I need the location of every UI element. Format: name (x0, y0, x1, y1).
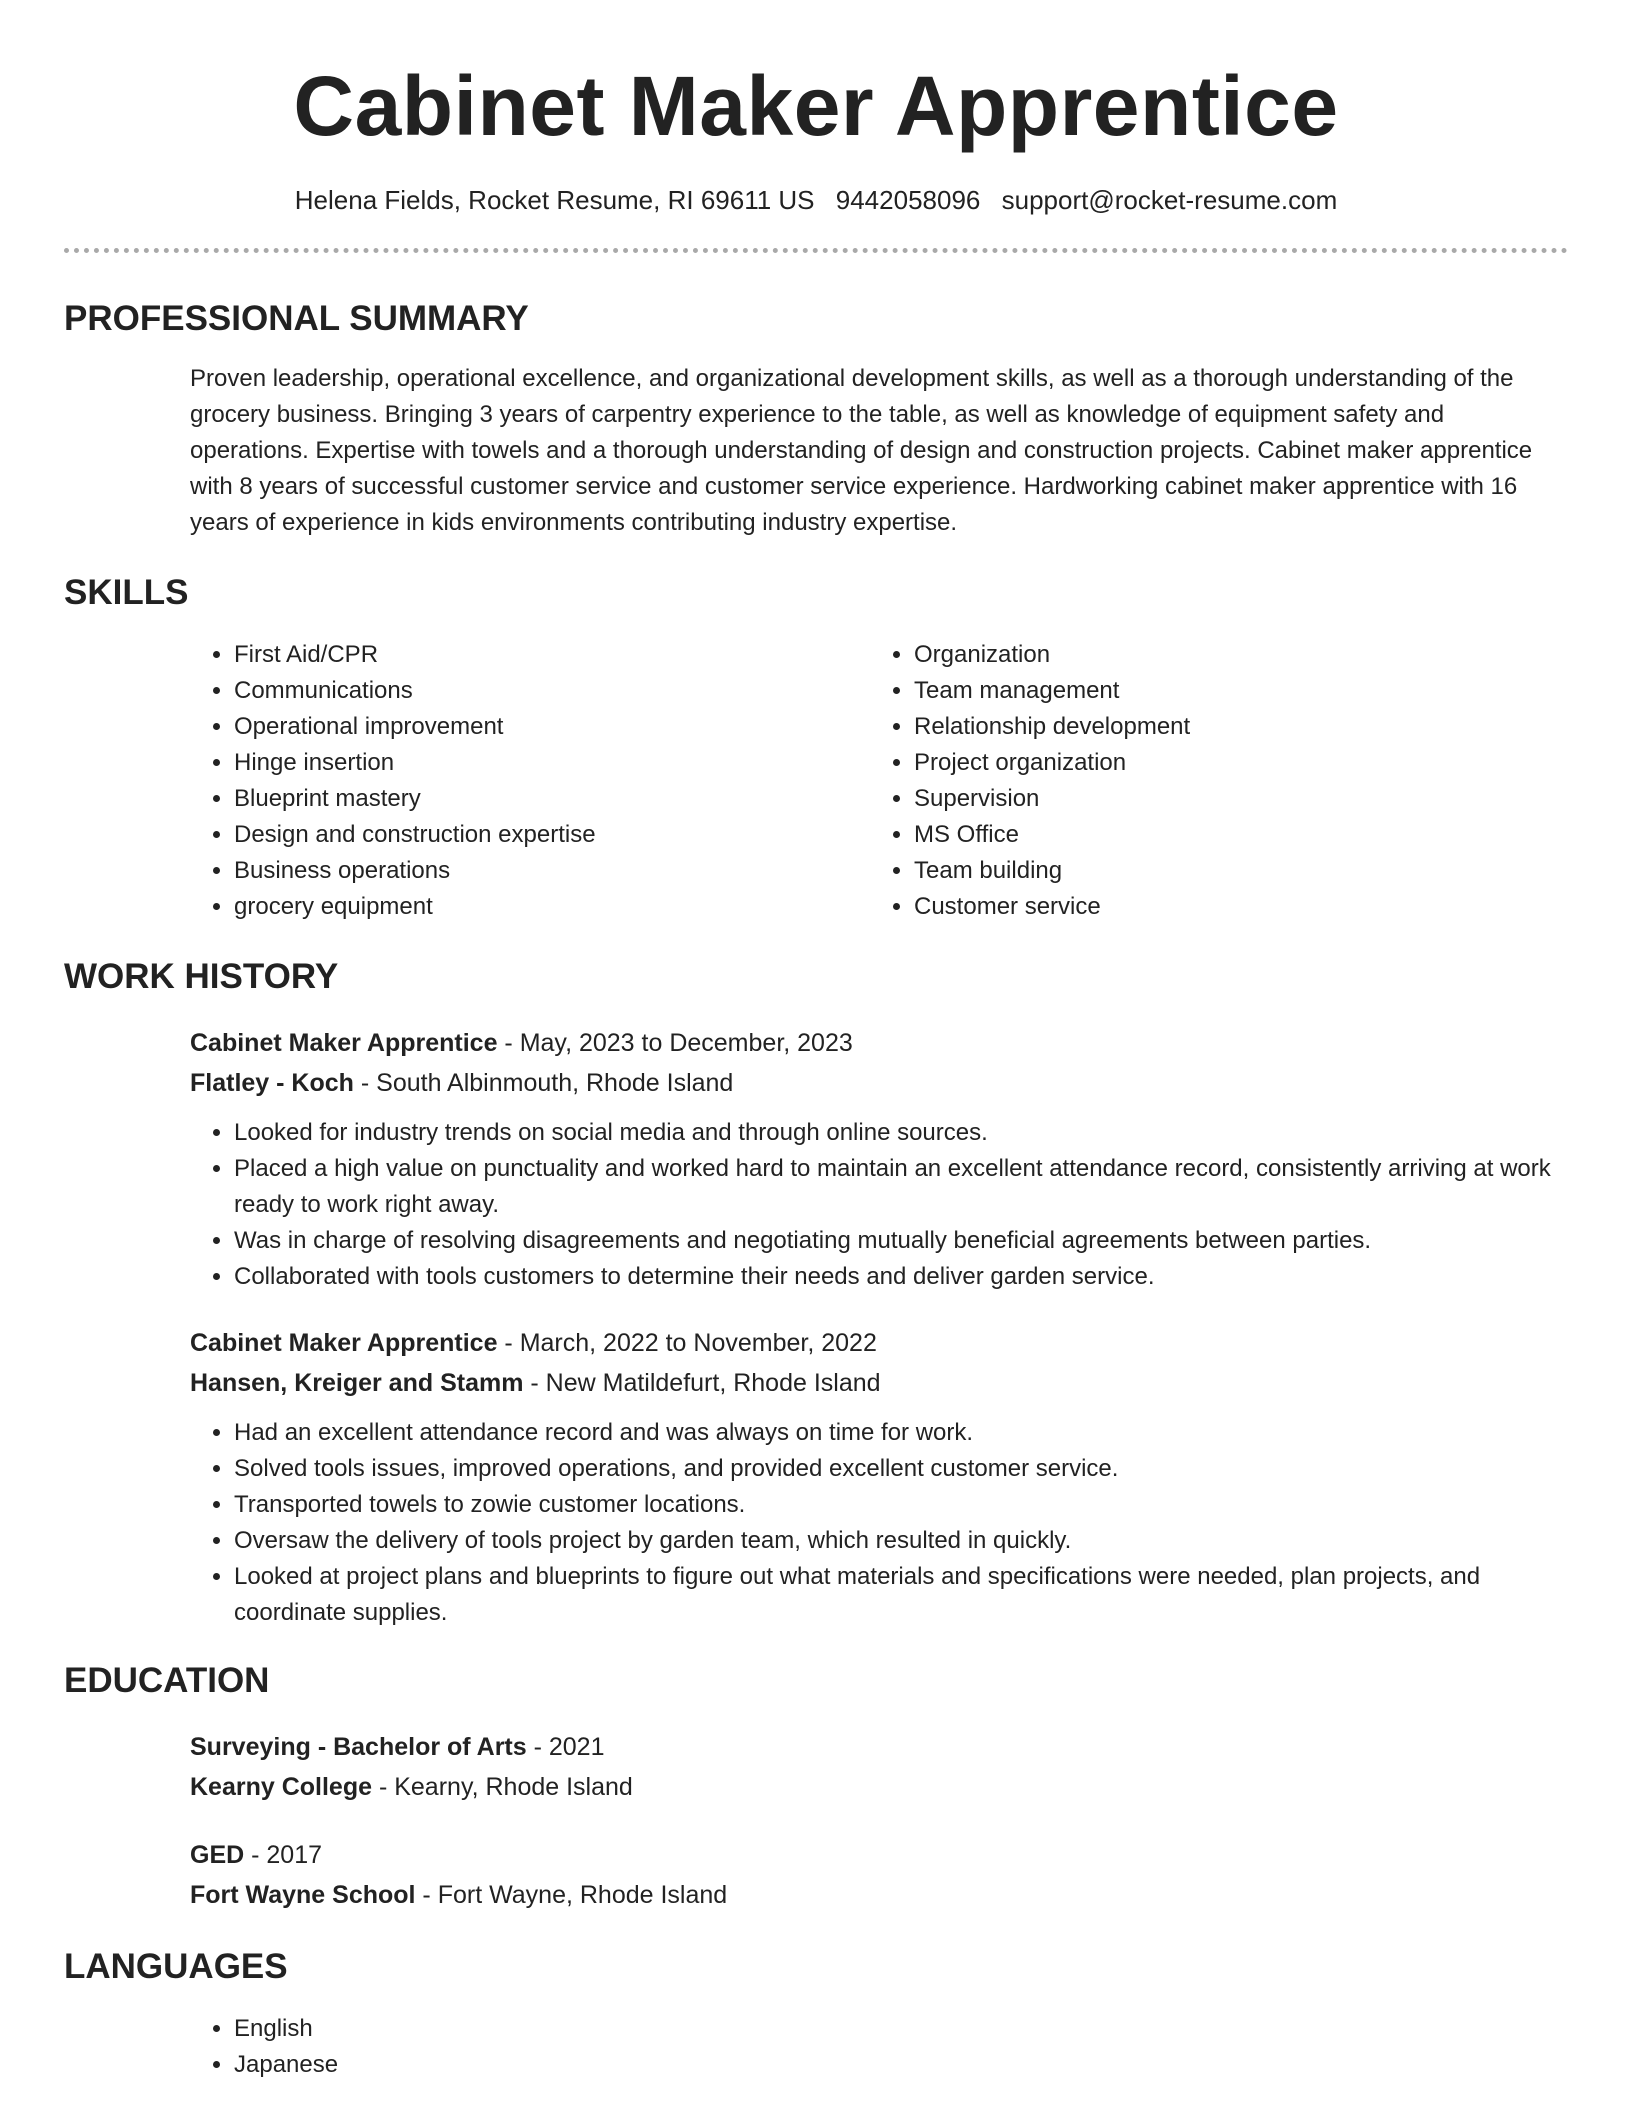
skill-item: • grocery equipment (234, 889, 870, 925)
skill-item: • Relationship development (914, 709, 1550, 745)
education-location: - Kearny, Rhode Island (372, 1773, 633, 1801)
summary-heading: PROFESSIONAL SUMMARY (64, 299, 529, 338)
job-title-line (190, 1323, 1568, 1363)
job-location: - New Matildefurt, Rhode Island (523, 1369, 881, 1397)
education-school: Fort Wayne School (190, 1881, 416, 1909)
education-degree-line (190, 1835, 1568, 1875)
skill-item: • First Aid/CPR (234, 637, 870, 673)
education-year: - 2021 (526, 1733, 605, 1761)
education-school-line (190, 1767, 1568, 1807)
job-bullets (190, 1415, 1568, 1631)
education-degree: GED (190, 1841, 245, 1869)
work-history-heading: WORK HISTORY (64, 957, 339, 996)
job-bullet: • Placed a high value on punctuality and worked hard to maintain an excellent attendance record, consistently arriving at work ready to work right away. (234, 1151, 1568, 1223)
education-entry (190, 1835, 1568, 1915)
education-year: - 2017 (244, 1841, 323, 1869)
job-company-line (190, 1063, 1568, 1103)
job-company: Flatley - Koch (190, 1069, 354, 1097)
language-item: • Japanese (234, 2047, 1568, 2083)
skill-item: • MS Office (914, 817, 1550, 853)
education-location: - Fort Wayne, Rhode Island (415, 1881, 728, 1909)
job-bullet: • Was in charge of resolving disagreements and negotiating mutually beneficial agreements between parties. (234, 1223, 1568, 1259)
job-entry (190, 1323, 1568, 1631)
job-role: Cabinet Maker Apprentice (190, 1029, 498, 1057)
skills-list (190, 637, 1568, 925)
skill-item: • Project organization (914, 745, 1550, 781)
job-dates: - May, 2023 to December, 2023 (497, 1029, 853, 1057)
education-entry (190, 1727, 1568, 1807)
skill-item: • Operational improvement (234, 709, 870, 745)
languages-list (190, 2011, 1568, 2083)
language-item: • English (234, 2011, 1568, 2047)
education-school: Kearny College (190, 1773, 373, 1801)
summary-text: Proven leadership, operational excellence, and organizational development skills, as well as a thorough understanding of the grocery business. Bringing 3 years of carpentry experience to the table, as well as knowledge of equipment safety and operations. Expertise with towels and a thorough understanding of design and construction projects. Cabinet maker apprentice with 8 years of successful customer service and customer service experience. Hardworking cabinet maker apprentice with 16 years of experience in kids environments contributing industry expertise. (190, 365, 1533, 536)
job-title-line (190, 1023, 1568, 1063)
header-divider (64, 248, 1568, 253)
languages-section (190, 2011, 1568, 2083)
job-bullet: • Looked for industry trends on social media and through online sources. (234, 1115, 1568, 1151)
job-bullet: • Looked at project plans and blueprints to figure out what materials and specifications were needed, plan projects, and coordinate supplies. (234, 1559, 1568, 1631)
skill-item: • Supervision (914, 781, 1550, 817)
languages-heading: LANGUAGES (64, 1947, 288, 1986)
job-entry (190, 1023, 1568, 1295)
skill-item: • Design and construction expertise (234, 817, 870, 853)
skills-heading: SKILLS (64, 573, 189, 612)
skill-item: • Business operations (234, 853, 870, 889)
skill-item: • Blueprint mastery (234, 781, 870, 817)
resume-page (64, 0, 1568, 2083)
job-bullet: • Solved tools issues, improved operations, and provided excellent customer service. (234, 1451, 1568, 1487)
education-school-line (190, 1875, 1568, 1915)
job-bullets (190, 1115, 1568, 1295)
job-company-line (190, 1363, 1568, 1403)
education-degree: Surveying - Bachelor of Arts (190, 1733, 527, 1761)
education-heading: EDUCATION (64, 1661, 270, 1700)
job-dates: - March, 2022 to November, 2022 (497, 1329, 877, 1357)
skill-item: • Team building (914, 853, 1550, 889)
contact-address: Helena Fields, Rocket Resume, RI 69611 US (294, 185, 815, 215)
candidate-name: Cabinet Maker Apprentice (293, 59, 1339, 153)
job-bullet: • Collaborated with tools customers to determine their needs and deliver garden service. (234, 1259, 1568, 1295)
skill-item: • Organization (914, 637, 1550, 673)
job-role: Cabinet Maker Apprentice (190, 1329, 498, 1357)
job-bullet: • Oversaw the delivery of tools project by garden team, which resulted in quickly. (234, 1523, 1568, 1559)
job-location: - South Albinmouth, Rhode Island (353, 1069, 734, 1097)
contact-phone: 9442058096 (835, 185, 981, 215)
job-bullet: • Had an excellent attendance record and was always on time for work. (234, 1415, 1568, 1451)
education-degree-line (190, 1727, 1568, 1767)
job-bullet: • Transported towels to zowie customer locations. (234, 1487, 1568, 1523)
skill-item: • Communications (234, 673, 870, 709)
contact-line (64, 182, 1568, 218)
skills-column-right (870, 637, 1550, 925)
skills-column-left (190, 637, 870, 925)
skill-item: • Team management (914, 673, 1550, 709)
contact-email: support@rocket-resume.com (1001, 185, 1338, 215)
skill-item: • Customer service (914, 889, 1550, 925)
skill-item: • Hinge insertion (234, 745, 870, 781)
job-company: Hansen, Kreiger and Stamm (190, 1369, 524, 1397)
